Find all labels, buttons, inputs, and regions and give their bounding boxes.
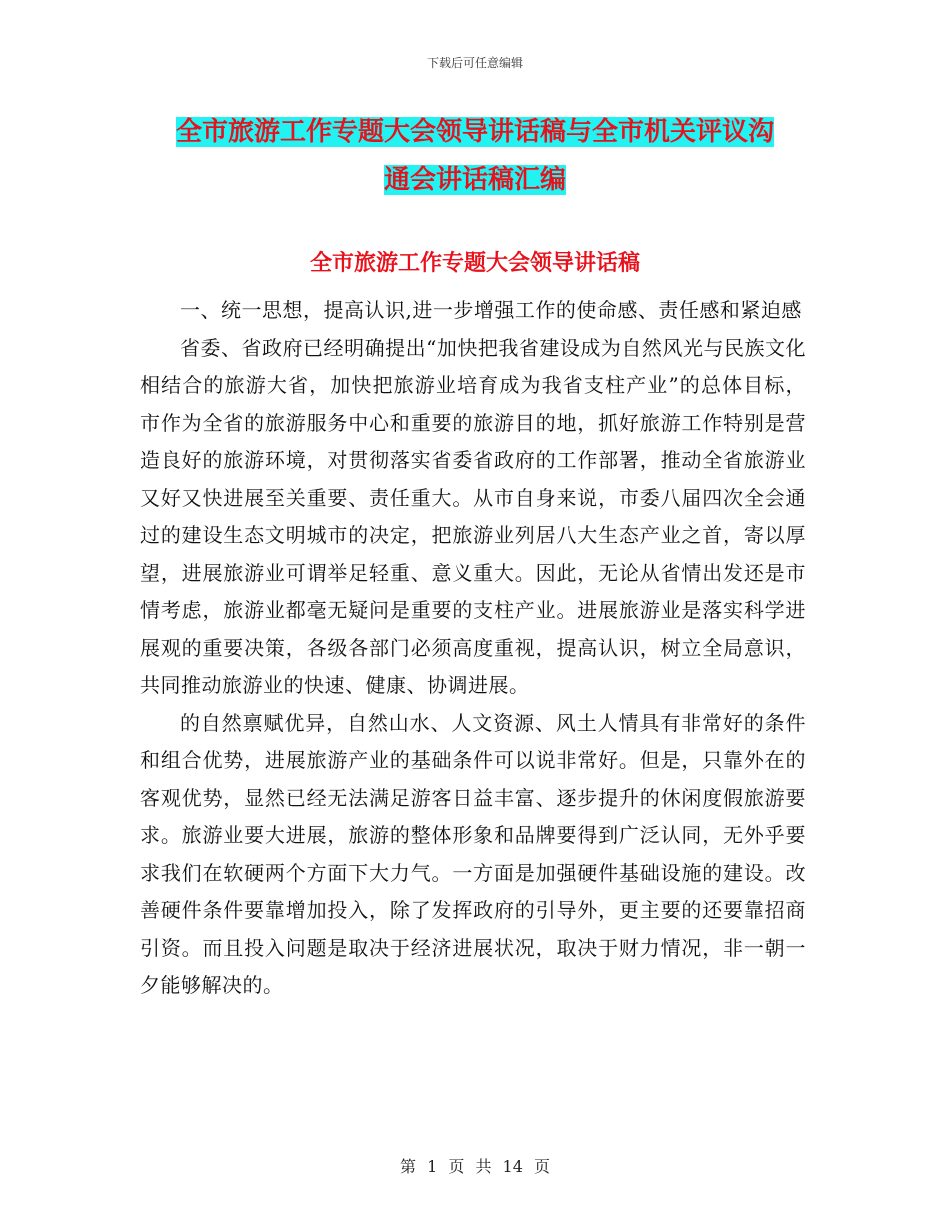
title-line-2: 通会讲话稿汇编 — [383, 165, 566, 195]
paragraph: 的自然禀赋优异，自然山水、人文资源、风土人情具有非常好的条件和组合优势，进展旅游产业的基础条件可以说非常好。但是，只靠外在的客观优势，显然已经无法满足游客日益丰富、逐步提升的休闲度假旅游要求。旅游业要大进展，旅游的整体形象和品牌要得到广泛认同，无外乎要求我们在软硬两个方面下大力气。一方面是加强硬件基础设施的建设。改善硬件条件要靠增加投入，除了发挥政府的引导外，更主要的还要靠招商引资。而且投入问题是取决于经济进展状况，取决于财力情况，非一朝一夕能够解决的。 — [140, 710, 806, 997]
document-body — [140, 292, 806, 1005]
page-footer: 第 1 页 共 14 页 — [400, 1157, 550, 1176]
header-note: 下载后可任意编辑 — [426, 56, 523, 70]
document-title — [140, 108, 810, 204]
paragraph: 省委、省政府已经明确提出“加快把我省建设成为自然风光与民族文化相结合的旅游大省，加快把旅游业培育成为我省支柱产业”的总体目标，市作为全省的旅游服务中心和重要的旅游目的地，抓好旅游工作特别是营造良好的旅游环境，对贯彻落实省委省政府的工作部署，推动全省旅游业又好又快进展至关重要、责任重大。从市自身来说，市委八届四次全会通过的建设生态文明城市的决定，把旅游业列居八大生态产业之首，寄以厚望，进展旅游业可谓举足轻重、意义重大。因此，无论从省情出发还是市情考虑，旅游业都毫无疑问是重要的支柱产业。进展旅游业是落实科学进展观的重要决策，各级各部门必须高度重视，提高认识，树立全局意识，共同推动旅游业的快速、健康、协调进展。 — [140, 335, 806, 697]
section-title: 全市旅游工作专题大会领导讲话稿 — [309, 250, 640, 276]
paragraph-heading-1: 一、统一思想，提高认识,进一步增强工作的使命感、责任感和紧迫感 — [180, 298, 802, 322]
title-line-1: 全市旅游工作专题大会领导讲话稿与全市机关评议沟 — [175, 117, 774, 147]
